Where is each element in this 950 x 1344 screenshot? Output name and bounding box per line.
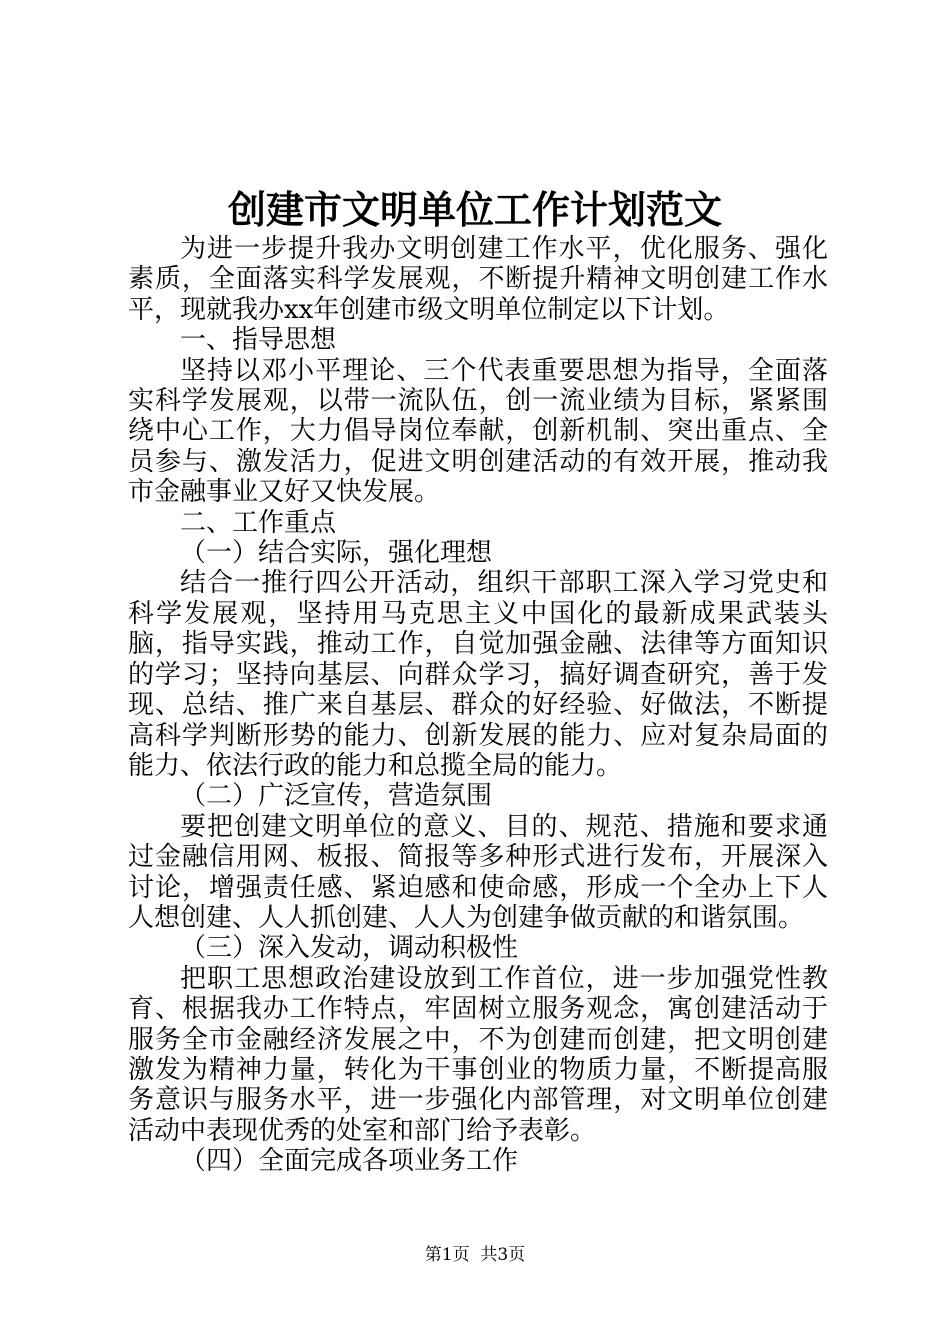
page-footer <box>0 1244 950 1266</box>
document-title: 创建市文明单位工作计划范文 <box>227 187 722 232</box>
section-heading-guiding-thought: 一、指导思想 <box>180 325 337 356</box>
subsection-heading-1: （一）结合实际，强化理想 <box>180 538 493 569</box>
subsection-heading-3: （三）深入发动，调动积极性 <box>180 933 519 964</box>
subsection-heading-2: （二）广泛宣传，营造氛围 <box>180 781 493 812</box>
intro-paragraph: 为进一步提升我办文明创建工作水平，优化服务、强化素质，全面落实科学发展观，不断提升精神文明创建工作水平，现就我办xx年创建市级文明单位制定以下计划。 <box>128 234 828 325</box>
guiding-thought-paragraph: 坚持以邓小平理论、三个代表重要思想为指导，全面落实科学发展观，以带一流队伍，创一流业绩为目标，紧紧围绕中心工作，大力倡导岗位奉献，创新机制、突出重点、全员参与、激发活力，促进文明创建活动的有效开展，推动我市金融事业又好又快发展。 <box>128 355 828 508</box>
subsection-heading-4: （四）全面完成各项业务工作 <box>180 1146 519 1177</box>
section-heading-work-focus: 二、工作重点 <box>180 507 337 538</box>
subsection-paragraph-1: 结合一推行四公开活动，组织干部职工深入学习党史和科学发展观，坚持用马克思主义中国化的最新成果武装头脑，指导实践，推动工作，自觉加强金融、法律等方面知识的学习；坚持向基层、向群众学习，搞好调查研究，善于发现、总结、推广来自基层、群众的好经验、好做法，不断提高科学判断形势的能力、创新发展的能力、应对复杂局面的能力、依法行政的能力和总揽全局的能力。 <box>128 568 828 781</box>
page-total: 共3页 <box>480 1245 526 1265</box>
document-body <box>128 234 828 1177</box>
subsection-paragraph-3: 把职工思想政治建设放到工作首位，进一步加强党性教育、根据我办工作特点，牢固树立服务观念，寓创建活动于服务全市金融经济发展之中，不为创建而创建，把文明创建激发为精神力量，转化为干事创业的物质力量，不断提高服务意识与服务水平，进一步强化内部管理，对文明单位创建活动中表现优秀的处室和部门给予表彰。 <box>128 963 828 1146</box>
page-number: 第1页 <box>424 1245 470 1265</box>
subsection-paragraph-2: 要把创建文明单位的意义、目的、规范、措施和要求通过金融信用网、板报、简报等多种形式进行发布，开展深入讨论，增强责任感、紧迫感和使命感，形成一个全办上下人人想创建、人人抓创建、人人为创建争做贡献的和谐氛围。 <box>128 811 828 933</box>
